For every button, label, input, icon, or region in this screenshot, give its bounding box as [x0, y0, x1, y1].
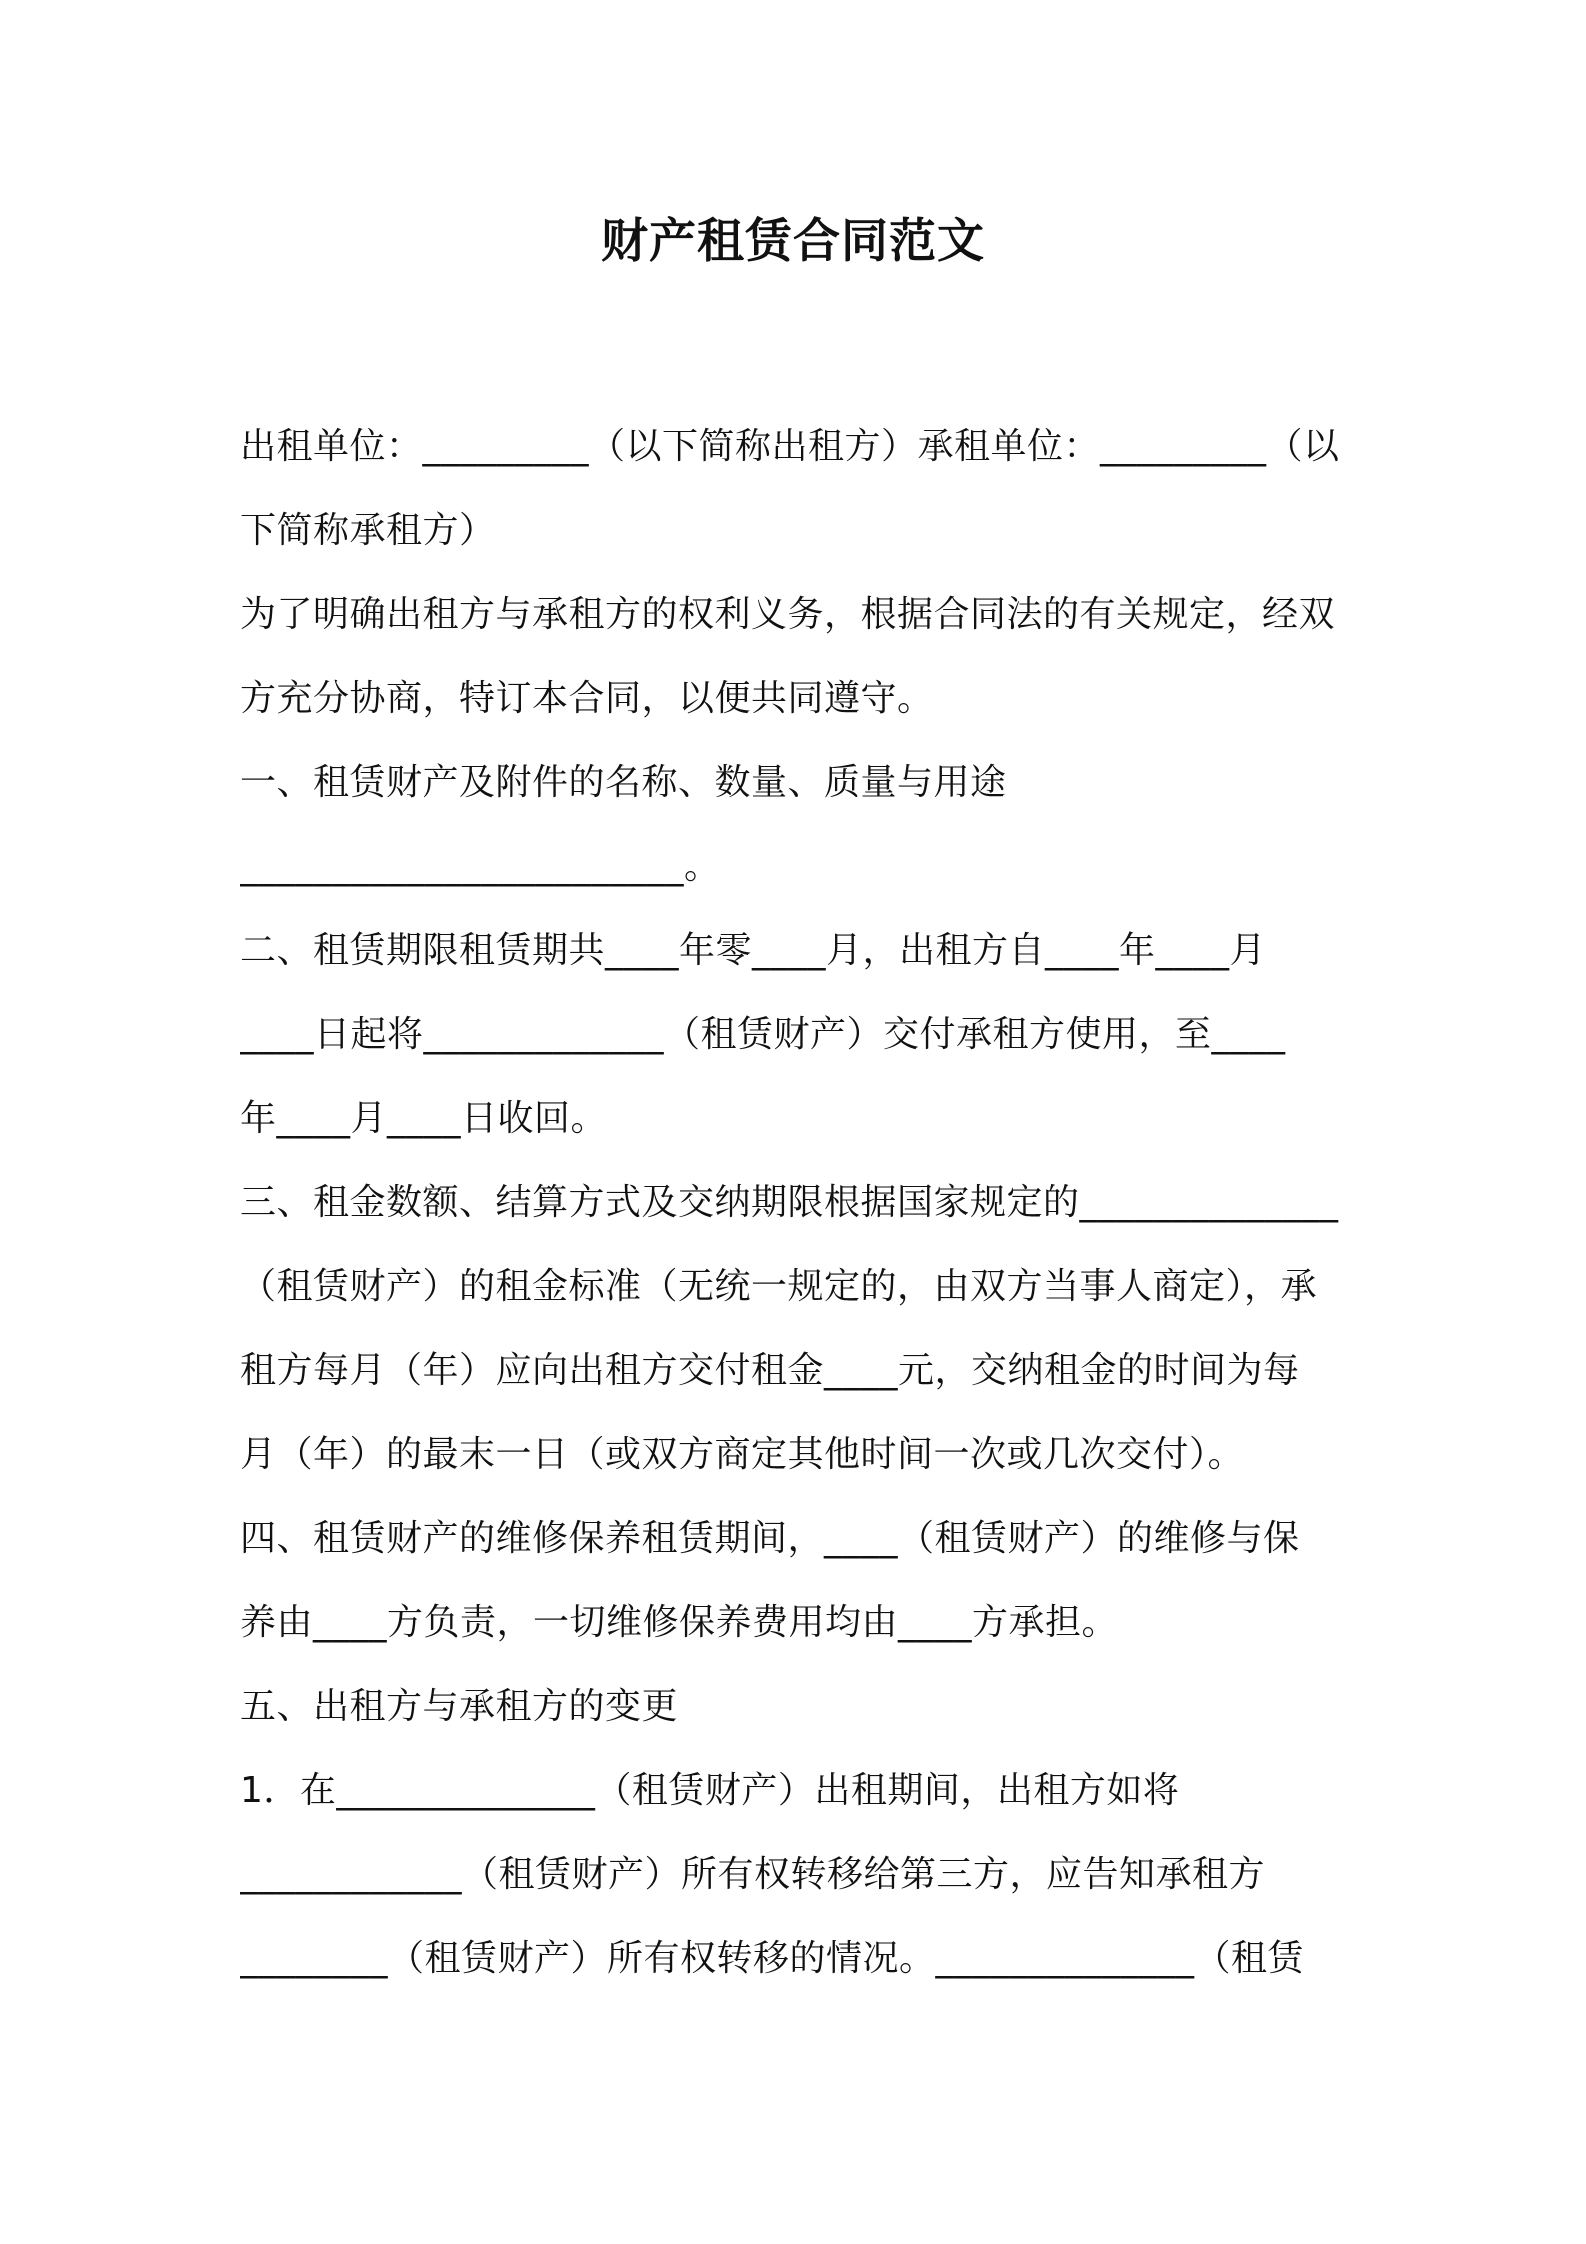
body-line: 出租单位：_________（以下简称出租方）承租单位：_________（以	[240, 426, 1340, 467]
body-line: 方充分协商，特订本合同，以便共同遵守。	[240, 678, 934, 719]
body-line: 月（年）的最末一日（或双方商定其他时间一次或几次交付）。	[240, 1434, 1245, 1475]
section-heading: 五、出租方与承租方的变更	[240, 1686, 679, 1727]
body-line: 为了明确出租方与承租方的权利义务，根据合同法的有关规定，经双	[240, 594, 1336, 635]
document-body	[240, 405, 1360, 2001]
section-heading: 一、租赁财产及附件的名称、数量、质量与用途	[240, 762, 1007, 803]
section-heading: 四、租赁财产的维修保养租赁期间，____（租赁财产）的维修与保	[240, 1518, 1300, 1559]
body-line: ________________________。	[240, 846, 721, 887]
body-line: ____日起将_____________（租赁财产）交付承租方使用，至____	[240, 1014, 1286, 1055]
body-line: （租赁财产）的租金标准（无统一规定的，由双方当事人商定），承	[240, 1266, 1318, 1307]
body-line: 租方每月（年）应向出租方交付租金____元，交纳租金的时间为每	[240, 1350, 1300, 1391]
body-line: 年____月____日收回。	[240, 1098, 608, 1139]
document-title: 财产租赁合同范文	[601, 214, 985, 269]
body-line: 下简称承租方）	[240, 510, 496, 551]
body-line: ________（租赁财产）所有权转移的情况。______________（租赁	[240, 1938, 1305, 1979]
section-heading: 二、租赁期限租赁期共____年零____月，出租方自____年____月	[240, 930, 1267, 971]
section-heading: 三、租金数额、结算方式及交纳期限根据国家规定的______________	[240, 1182, 1339, 1223]
body-line: ____________（租赁财产）所有权转移给第三方，应告知承租方	[240, 1854, 1266, 1895]
body-line: 养由____方负责，一切维修保养费用均由____方承担。	[240, 1602, 1119, 1643]
body-line: 1．在______________（租赁财产）出租期间，出租方如将	[240, 1770, 1180, 1811]
